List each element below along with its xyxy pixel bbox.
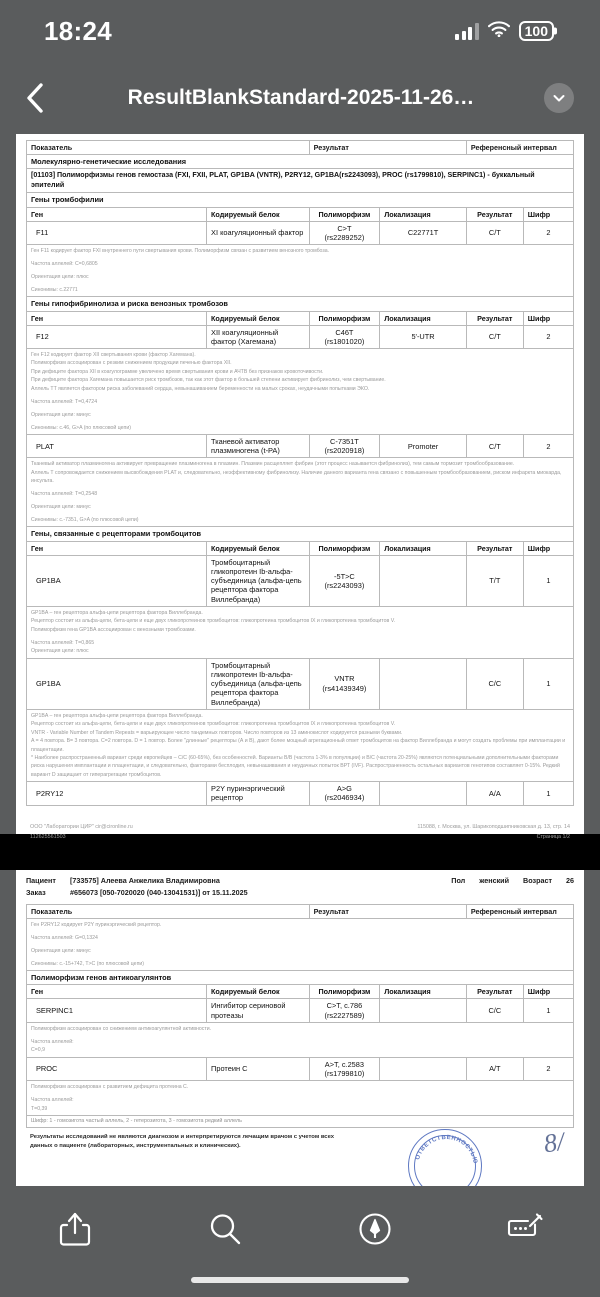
chevron-down-icon[interactable] <box>544 83 574 113</box>
cell-gene: SERPINC1 <box>27 999 207 1023</box>
table-row[interactable] <box>27 999 574 1023</box>
col-code: Шифр <box>523 541 573 555</box>
cell-polymorphism: C-7351T (rs2020918) <box>309 434 380 458</box>
col-polymorphism: Полиморфизм <box>309 207 380 221</box>
cell-polymorphism: VNTR (rs41439349) <box>309 658 380 709</box>
patient-label: Пациент <box>26 876 56 885</box>
cell-gene: F11 <box>27 221 207 245</box>
footer-doc-number: 112625561503 <box>30 833 66 840</box>
results-table-page2 <box>26 904 574 1128</box>
col-result: Результат <box>466 541 523 555</box>
markup-pen-icon[interactable] <box>344 1198 406 1260</box>
cell-localization: Promoter <box>380 434 467 458</box>
note-line: Ген P2RY12 кодирует P2Y пуринэргический рецептор. <box>31 922 162 928</box>
note-line: При дефиците фактора Хагемана повышается риск тромбозов, так как этот фактор в большей степени активирует фибринолиз, чем свертывание. <box>31 377 386 384</box>
code-legend: Шифр: 1 - гомозигота частый аллель, 2 - гетерозигота, 3 - гомозигота редкий аллель <box>27 1115 574 1127</box>
row-notes <box>27 919 574 971</box>
col-result: Результат <box>466 311 523 325</box>
table-row[interactable] <box>27 658 574 709</box>
row-notes <box>27 606 574 658</box>
section-title: Молекулярно-генетические исследования <box>27 155 574 169</box>
table-row[interactable] <box>27 325 574 349</box>
column-header-row <box>27 311 574 325</box>
panel-title: [01103] Полиморфизмы генов гемостаза (FXI, FXII, PLAT, GP1BA (VNTR), P2RY12, GP1BA(rs2243093), PROC (rs1799810), SERPINC1) - буккальный эпителий <box>27 169 574 193</box>
disclaimer-text: Результаты исследований не являются диагнозом и интерпретируются лечащим врачом с учетом всех данных о пациенте (лабораторных, инструментальных и клинических). <box>30 1133 335 1150</box>
note-line: Синонимы: c.-15+742, T>C (по плюсовой цепи) <box>31 960 145 967</box>
col-result: Результат <box>466 207 523 221</box>
note-line: Частота аллелей: <box>31 1097 74 1104</box>
row-notes <box>27 1081 574 1116</box>
chevron-left-icon[interactable] <box>18 81 52 115</box>
col-protein: Кодируемый белок <box>207 985 310 999</box>
note-line: Частота аллелей: <box>31 1038 74 1045</box>
group-title-row <box>27 527 574 541</box>
cell-protein: Тромбоцитарный гликопротеин Ib-альфа-субъединица (альфа-цепь рецептора фактора Виллебранда) <box>207 555 310 606</box>
cell-code: 2 <box>523 1057 573 1081</box>
col-result: Результат <box>309 141 466 155</box>
note-text <box>27 709 574 781</box>
note-line: Аллель Т сопровождается снижением высвобождения PLAT и, следовательно, неэффективному фибринолизу. Наличие данного варианта гена связано с повышенным тромбообразованием, риском инфаркта миокарда, инсульта. <box>31 469 562 485</box>
cell-code: 1 <box>523 782 573 806</box>
table-row[interactable] <box>27 434 574 458</box>
col-gene: Ген <box>27 985 207 999</box>
note-text <box>27 606 574 658</box>
cell-localization: 5'-UTR <box>380 325 467 349</box>
cell-result: C/T <box>466 221 523 245</box>
col-gene: Ген <box>27 541 207 555</box>
cell-protein: Тканевой активатор плазминогена (t-PA) <box>207 434 310 458</box>
panel-title-row <box>27 169 574 193</box>
column-header-row <box>27 985 574 999</box>
patient-value: [733575] Алеева Анжелика Владимировна <box>70 876 220 885</box>
annotate-icon[interactable] <box>494 1198 556 1260</box>
cell-result: C/C <box>466 658 523 709</box>
col-result: Результат <box>466 985 523 999</box>
note-line: Ориентация цели: минус <box>31 411 91 418</box>
footer-company: ООО "Лаборатории ЦИР" cir@cironline.ru <box>30 823 133 830</box>
col-localization: Локализация <box>380 541 467 555</box>
results-table-page1 <box>26 140 574 806</box>
note-line: Ген F12 кодирует фактор XII свертывания крови (фактор Хагемана). <box>31 352 196 359</box>
note-line: Частота аллелей: T=0,2548 <box>31 491 98 498</box>
footer-address: 115088, г. Москва, ул. Шарикоподшипниковская д. 13, стр. 14 <box>417 823 570 830</box>
note-line: * Наиболее распространенный вариант среди европейцев – C/C (60-65%), без особенностей. Варианты B/B (частота 1-3% в популяции) и B/C (частота 20-25%) являются потенциальными дополнительными факторами риска нарушения имплантации и плацентации, и следовательно, факторами бесплодия, невынашивания и неудачных попыток ВРТ (IVF). Распространенность остальных вариантов генотипов составляет 0-15%. Редкий вариант D защищает от гиперагрегации тромбоцитов. <box>31 754 560 778</box>
note-line: Ориентация цели: плюс <box>31 273 89 280</box>
cell-result: T/T <box>466 555 523 606</box>
note-line: A = 4 повтора. B= 3 повтора. C=2 повтора. D = 1 повтор. Более "длинные" рецепторы (А и В), дают более мощный агрегационный ответ тромбоцитов на фактор Виллебранда и могут создать проблемы при имплантации и плацентации. <box>31 738 566 753</box>
signature: 8/ <box>541 1126 566 1158</box>
stamp-and-signature <box>380 1126 570 1179</box>
col-localization: Локализация <box>380 985 467 999</box>
note-line: Аллель ТТ является фактором риска заболеваний сердца, невынашиванием беременности на малых сроках, неудачными попытками ЭКО. <box>31 385 370 392</box>
note-line: Ориентация цели: плюс <box>31 648 89 655</box>
note-line: T=0,39 <box>31 1105 48 1112</box>
sex-value: женский <box>479 876 510 885</box>
col-indicator: Показатель <box>27 141 310 155</box>
cell-gene: PROC <box>27 1057 207 1081</box>
col-polymorphism: Полиморфизм <box>309 541 380 555</box>
official-stamp-icon <box>408 1129 482 1186</box>
table-header-row <box>27 905 574 919</box>
note-text <box>27 349 574 435</box>
nav-bar <box>0 62 600 134</box>
cell-result: C/T <box>466 434 523 458</box>
document-page-2 <box>16 870 584 1186</box>
note-line: Ген F11 кодирует фактор FXI внутреннего пути свертывания крови. Полиморфизм связан с развитием венозного тромбоза. <box>31 248 330 255</box>
document-viewer[interactable] <box>0 134 600 1186</box>
note-line: Ориентация цели: минус <box>31 947 91 954</box>
note-line: При дефиците фактора XII в коагулограмме увеличено время свертывания крови и АЧТВ без признаков кровоточивости. <box>31 368 324 375</box>
note-line: Синонимы: c.46, G>A (по плюсовой цепи) <box>31 424 131 431</box>
patient-meta <box>26 876 574 897</box>
age-value: 26 <box>566 876 574 885</box>
cell-polymorphism: A>G (rs2046934) <box>309 782 380 806</box>
sex-label: Пол <box>451 876 466 885</box>
row-notes <box>27 349 574 435</box>
col-gene: Ген <box>27 311 207 325</box>
row-notes <box>27 458 574 527</box>
cell-code: 1 <box>523 555 573 606</box>
cell-localization <box>380 658 467 709</box>
note-line: Тканевый активатор плазминогена активирует превращение плазминогена в плазмин. Плазмин расщепляет фибрин (этот процесс называется фибринолиз), тем самым тормозит тромбообразование. <box>31 461 515 468</box>
cell-code: 2 <box>523 434 573 458</box>
table-row[interactable] <box>27 221 574 245</box>
col-protein: Кодируемый белок <box>207 541 310 555</box>
share-icon[interactable] <box>44 1198 106 1260</box>
cell-result: A/T <box>466 1057 523 1081</box>
note-line: Частота аллелей: G=0,1324 <box>31 934 98 941</box>
note-line: Рецептор состоит из альфа-цепи, бета-цепи и еще двух гликопротеинов тромбоцитов: гликопротеина тромбоцитов IX и гликопротеина тромбоцитов V. <box>31 721 396 728</box>
footer-page-label: Страница 1/2 <box>536 833 570 840</box>
gene-groups-page2 <box>27 971 574 1116</box>
cell-polymorphism: -5T>C (rs2243093) <box>309 555 380 606</box>
note-line: Частота аллелей: T=0,4724 <box>31 398 98 405</box>
col-code: Шифр <box>523 985 573 999</box>
cell-gene: P2RY12 <box>27 782 207 806</box>
note-line: Рецептор состоит из альфа-цепи, бета-цепи и еще двух гликопротеинов тромбоцитов: гликопротеина тромбоцитов IX и гликопротеина тромбоцитов V. <box>31 618 396 625</box>
note-line: Ориентация цели: минус <box>31 504 91 511</box>
col-reference: Референсный интервал <box>466 905 573 919</box>
section-title-row <box>27 155 574 169</box>
cell-localization <box>380 782 467 806</box>
col-protein: Кодируемый белок <box>207 207 310 221</box>
col-reference: Референсный интервал <box>466 141 573 155</box>
cell-protein: Ингибитор сериновой протеазы <box>207 999 310 1023</box>
gene-groups-page1 <box>27 193 574 805</box>
cell-result: A/A <box>466 782 523 806</box>
cellular-bars-icon <box>455 23 479 40</box>
bottom-toolbar <box>0 1180 600 1297</box>
cell-localization <box>380 1057 467 1081</box>
note-line: Частота аллелей: C=0,6805 <box>31 261 98 268</box>
cell-result: C/T <box>466 325 523 349</box>
note-text <box>27 1081 574 1116</box>
cell-gene: GP1BA <box>27 658 207 709</box>
disclaimer-block <box>26 1126 574 1179</box>
cell-polymorphism: C46T (rs1801020) <box>309 325 380 349</box>
col-polymorphism: Полиморфизм <box>309 985 380 999</box>
cell-gene: PLAT <box>27 434 207 458</box>
cell-code: 1 <box>523 658 573 709</box>
cell-polymorphism: C>T, c.786 (rs2227589) <box>309 999 380 1023</box>
note-line: GP1BA – ген рецептора альфа-цепи рецептора фактора Виллебранда. <box>31 609 203 616</box>
note-line: Синонимы: c.-7351, G>A (по плюсовой цепи) <box>31 517 139 524</box>
note-line: GP1BA – ген рецептора альфа-цепи рецептора фактора Виллебранда. <box>31 712 203 719</box>
wifi-icon <box>488 21 510 42</box>
cell-protein: P2Y пуринэргический рецептор <box>207 782 310 806</box>
col-protein: Кодируемый белок <box>207 311 310 325</box>
cell-result: C/C <box>466 999 523 1023</box>
cell-code: 1 <box>523 999 573 1023</box>
note-text <box>27 1022 574 1057</box>
col-gene: Ген <box>27 207 207 221</box>
page-title: ResultBlankStandard-2025-11-26… <box>127 86 475 109</box>
row-notes <box>27 245 574 297</box>
note-line: Синонимы: c.22771 <box>31 286 78 293</box>
cell-polymorphism: C>T (rs2289252) <box>309 221 380 245</box>
continued-notes-page2 <box>27 919 574 971</box>
group-title: Гены гипофибринолиза и риска венозных тромбозов <box>27 297 574 311</box>
col-polymorphism: Полиморфизм <box>309 311 380 325</box>
cell-protein: Протеин С <box>207 1057 310 1081</box>
note-text <box>27 458 574 527</box>
code-legend-row <box>27 1115 574 1127</box>
group-title-row <box>27 193 574 207</box>
search-icon[interactable] <box>194 1198 256 1260</box>
note-line: VNTR - Variable Number of Tandem Repeats = варьирующее число тандемных повторов. Число повторов из 13 аминокислот кодируется разными буквами. <box>31 729 403 736</box>
note-line: Полиморфизм ассоциирован с развитием дефицита протеина С. <box>31 1084 189 1091</box>
note-line: Полиморфизм гена GP1BA ассоциирован с венозными тромбозами. <box>31 626 196 633</box>
col-indicator: Показатель <box>27 905 310 919</box>
note-line: Частота аллелей: T=0,865 <box>31 639 95 646</box>
cell-gene: GP1BA <box>27 555 207 606</box>
col-localization: Локализация <box>380 207 467 221</box>
cell-protein: XII коагуляционный фактор (Хагемана) <box>207 325 310 349</box>
column-header-row <box>27 207 574 221</box>
table-row[interactable] <box>27 782 574 806</box>
note-line: Полиморфизм ассоциирован с резким снижением продукции печенью фактора XII. <box>31 360 232 367</box>
cell-code: 2 <box>523 325 573 349</box>
cell-localization <box>380 555 467 606</box>
cell-polymorphism: A>T, c.2583 (rs1799810) <box>309 1057 380 1081</box>
group-title: Гены тромбофилии <box>27 193 574 207</box>
note-line: C=0,9 <box>31 1047 45 1054</box>
status-indicators <box>455 21 554 42</box>
row-notes <box>27 709 574 781</box>
cell-protein: XI коагуляционный фактор <box>207 221 310 245</box>
battery-icon <box>519 21 554 41</box>
battery-level: 100 <box>524 23 548 39</box>
order-value: #656073 [050-7020020 (040-13041531)] от 15.11.2025 <box>70 888 248 897</box>
status-bar <box>0 0 600 62</box>
note-text <box>27 245 574 297</box>
order-label: Заказ <box>26 888 46 897</box>
cell-localization: C22771T <box>380 221 467 245</box>
group-title-row <box>27 971 574 985</box>
row-notes <box>27 1022 574 1057</box>
note-line: Полиморфизм ассоциирован со снижением антикоагулянтной активности. <box>31 1025 212 1032</box>
col-localization: Локализация <box>380 311 467 325</box>
cell-localization <box>380 999 467 1023</box>
table-row[interactable] <box>27 1057 574 1081</box>
document-page-1 <box>16 134 584 840</box>
table-header-row <box>27 141 574 155</box>
group-title: Гены, связанные с рецепторами тромбоцитов <box>27 527 574 541</box>
cell-code: 2 <box>523 221 573 245</box>
table-row[interactable] <box>27 555 574 606</box>
group-title: Полиморфизм генов антикоагулянтов <box>27 971 574 985</box>
note-text <box>27 919 574 971</box>
column-header-row <box>27 541 574 555</box>
col-code: Шифр <box>523 311 573 325</box>
age-label: Возраст <box>523 876 552 885</box>
group-title-row <box>27 297 574 311</box>
svg-text:ОТВЕТСТВЕННОСТЬЮ: ОТВЕТСТВЕННОСТЬЮ <box>414 1134 478 1165</box>
col-result: Результат <box>309 905 466 919</box>
cell-gene: F12 <box>27 325 207 349</box>
col-code: Шифр <box>523 207 573 221</box>
status-clock: 18:24 <box>44 15 112 46</box>
cell-protein: Тромбоцитарный гликопротеин Ib-альфа-субъединица (альфа-цепь рецептора фактора Виллебранда) <box>207 658 310 709</box>
home-indicator <box>191 1277 409 1283</box>
